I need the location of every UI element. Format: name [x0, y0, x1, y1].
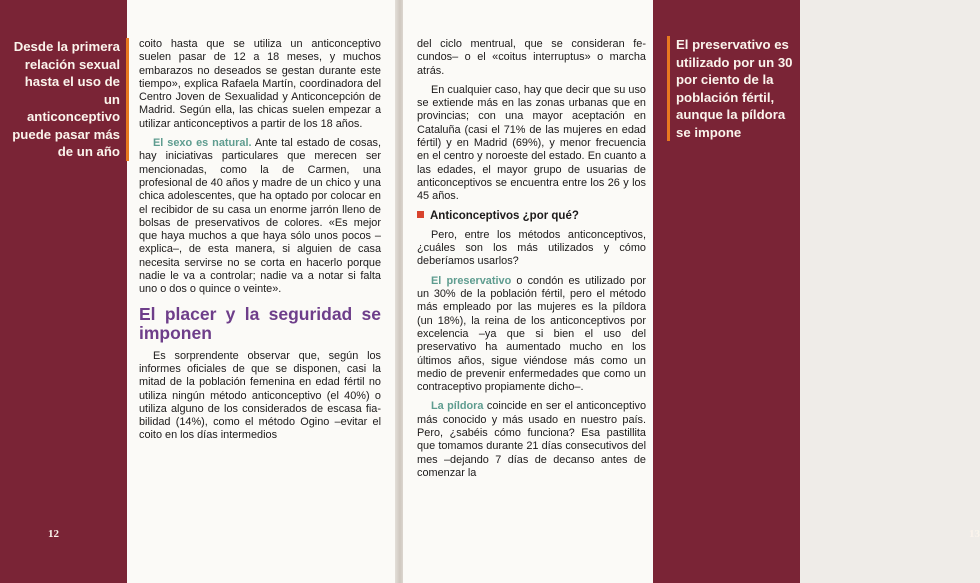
section-heading: El placer y la seguridad se imponen — [139, 303, 381, 343]
left-margin-band — [0, 0, 127, 583]
right-lead-in-preservativo: El preservativo — [431, 274, 512, 287]
left-lead-in: El sexo es natural. — [153, 137, 252, 150]
left-page — [0, 0, 397, 583]
right-paragraph-1: del ciclo mentrual, que se consideran fecundos– o el «coitus interruptus» o marcha atrás. — [417, 38, 646, 77]
left-paragraph-2-text: Ante tal estado de cosas, hay iniciativas particulares que merecen ser mencionadas, como la de Carmen, una profesional de 40 años y madre de un chico y una chica adolescentes, que ha optado por colocar en el recibidor de su casa un enorme jarrón lleno de bolsas de preservativos de colores. «Es mejor que haya muchos a que haya sólo unos pocos –explica–, de esta manera, si alguien de casa necesita servirse no se corta en hacerlo porque nadie le va a controlar; nadie va a notar si falta uno o dos o quince o veinte». — [139, 137, 381, 296]
square-bullet-icon — [417, 211, 424, 218]
left-paragraph-3: Es sorprendente observar que, según los informes oficiales de que se disponen, casi la mitad de la población femenina en edad fértil no utiliza ningún método anticonceptivo (el 40%) o utiliza alguno de los considerados de escasa fiabilidad (14%), como el método Ogino –evitar el coito en los días intermedios — [139, 349, 381, 442]
right-paragraph-2: En cualquier caso, hay que decir que su uso se extiende más en las zonas urbanas que en provincias; con una mayor aceptación en Cataluña (casi el 71% de las mujeres en edad fértil) y en Madrid (69%), y menor frecuencia en el centro y noroeste del estado. En cuanto a las edades, el mayor grupo de usuarias de anticonceptivos se encuentra entre los 26 y los 45 años. — [417, 83, 646, 203]
right-pull-quote: El preservativo es utilizado por un 30 por ciento de la población fértil, aunque la píldora se impone — [667, 36, 802, 141]
left-page-number: 12 — [48, 528, 59, 540]
left-text-column — [139, 38, 381, 449]
right-paragraph-4-text: o condón es utilizado por un 30% de la población fértil, pero el método más empleado por las mujeres es la píldora (un 18%), la reina de los anticonceptivos por excelencia –ya que si bien el uso del preservativo ha aumentado mucho en los últimos años, sigue viéndose más como un medio de prevenir enfermedades que como un contraceptivo propiamente dicho–. — [417, 274, 647, 394]
right-paragraph-5-text: coincide en ser el anticonceptivo más conocido y más usado en nuestro país. Pero, ¿sabéis cómo funciona? Esa pastillita que tomamos durante 21 días consecutivos del mes –dejando 7 días de decanso antes de comenzar la — [417, 400, 646, 479]
right-text-column — [417, 38, 646, 486]
right-page-number: 13 — [969, 528, 980, 540]
subheading — [417, 210, 646, 223]
right-paragraph-5 — [417, 400, 646, 480]
right-margin-band — [653, 0, 980, 583]
right-lead-in-pildora: La píldora — [431, 400, 484, 413]
left-pull-quote: Desde la primera relación sexual hasta el uso de un anticonceptivo puede pasar más de un año — [8, 38, 129, 161]
right-paragraph-4 — [417, 275, 646, 395]
right-paragraph-3: Pero, entre los métodos anticonceptivos, ¿cuáles son los más utilizados y cómo deberíamos usarlos? — [417, 228, 646, 268]
left-paragraph-1: coito hasta que se utiliza un anticonceptivo suelen pasar de 12 a 18 meses, y muchos embarazos no deseados se gestan durante este tiempo», explica Rafaela Martín, coordinadora del Centro Joven de Sexualidad y Anticoncepción de Madrid. Según ella, las chicas suelen empezar a utilizar anticonceptivos a partir de los 18 años. — [139, 38, 381, 130]
right-page — [403, 0, 980, 583]
subheading-text: Anticonceptivos ¿por qué? — [430, 209, 579, 222]
left-paragraph-2 — [139, 137, 381, 297]
